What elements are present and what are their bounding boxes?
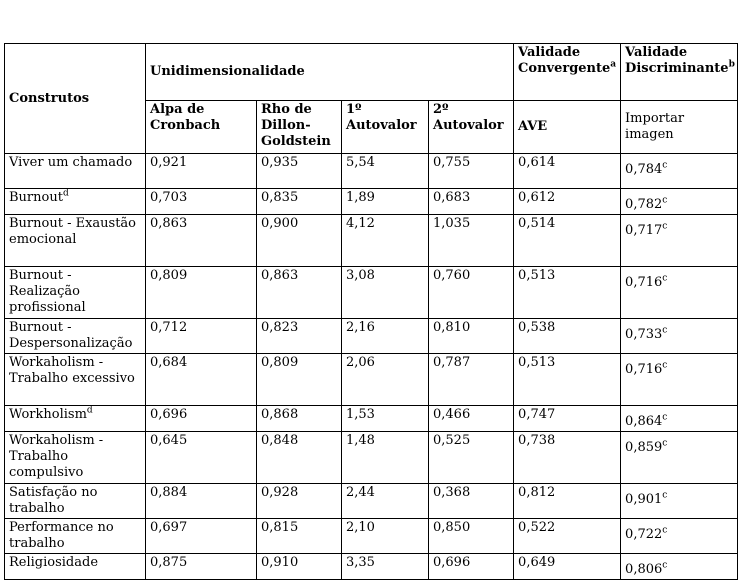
results-table: [4, 43, 738, 580]
table-row: [5, 519, 738, 554]
construct-name: Religiosidade: [5, 554, 146, 580]
second-eigenvalue-value: 0,683: [429, 189, 514, 215]
header-constructs: Construtos: [5, 44, 146, 154]
discriminant-value: 0,859$^c$: [621, 432, 738, 484]
construct-name: Workaholism - Trabalho compulsivo: [5, 432, 146, 484]
second-eigenvalue-value: 0,755: [429, 154, 514, 189]
rho-value: 0,809: [257, 354, 342, 406]
table-row: [5, 189, 738, 215]
header-discriminant-validity: Validade Discriminante$^b$: [621, 44, 738, 101]
construct-name: Performance no trabalho: [5, 519, 146, 554]
discriminant-value: 0,717$^c$: [621, 215, 738, 267]
construct-name: Burnout - Despersonalização: [5, 319, 146, 354]
second-eigenvalue-value: 0,810: [429, 319, 514, 354]
ave-value: 0,514: [514, 215, 621, 267]
first-eigenvalue-value: 2,16: [342, 319, 429, 354]
header-convergent-validity: Validade Convergente$^a$: [514, 44, 621, 101]
ave-value: 0,738: [514, 432, 621, 484]
ave-value: 0,522: [514, 519, 621, 554]
construct-name: Viver um chamado: [5, 154, 146, 189]
construct-name: Satisfação no trabalho: [5, 484, 146, 519]
cronbach-alpha-value: 0,712: [146, 319, 257, 354]
table-row: [5, 215, 738, 267]
ave-value: 0,812: [514, 484, 621, 519]
construct-name: Burnout - Exaustão emocional: [5, 215, 146, 267]
discriminant-value: 0,806$^c$: [621, 554, 738, 580]
second-eigenvalue-value: 0,850: [429, 519, 514, 554]
first-eigenvalue-value: 3,35: [342, 554, 429, 580]
second-eigenvalue-value: 0,466: [429, 406, 514, 432]
rho-value: 0,823: [257, 319, 342, 354]
cronbach-alpha-value: 0,875: [146, 554, 257, 580]
cronbach-alpha-value: 0,703: [146, 189, 257, 215]
first-eigenvalue-value: 2,06: [342, 354, 429, 406]
first-eigenvalue-value: 1,48: [342, 432, 429, 484]
cronbach-alpha-value: 0,809: [146, 267, 257, 319]
construct-name: Burnout - Realização profissional: [5, 267, 146, 319]
first-eigenvalue-value: 5,54: [342, 154, 429, 189]
header-cronbach-alpha: Alpa de Cronbach: [146, 101, 257, 154]
ave-value: 0,612: [514, 189, 621, 215]
header-first-eigenvalue: 1º Autovalor: [342, 101, 429, 154]
second-eigenvalue-value: 0,760: [429, 267, 514, 319]
rho-value: 0,910: [257, 554, 342, 580]
rho-value: 0,900: [257, 215, 342, 267]
header-dillon-goldstein-rho: Rho de Dillon-Goldstein: [257, 101, 342, 154]
header-import-image: Importar imagen: [621, 101, 738, 154]
rho-value: 0,928: [257, 484, 342, 519]
discriminant-value: 0,733$^c$: [621, 319, 738, 354]
table-row: [5, 267, 738, 319]
rho-value: 0,868: [257, 406, 342, 432]
first-eigenvalue-value: 1,89: [342, 189, 429, 215]
cronbach-alpha-value: 0,921: [146, 154, 257, 189]
rho-value: 0,935: [257, 154, 342, 189]
construct-name: Burnout$^d$: [5, 189, 146, 215]
discriminant-value: 0,716$^c$: [621, 354, 738, 406]
discriminant-value: 0,716$^c$: [621, 267, 738, 319]
rho-value: 0,863: [257, 267, 342, 319]
table-row: [5, 484, 738, 519]
second-eigenvalue-value: 0,696: [429, 554, 514, 580]
cronbach-alpha-value: 0,684: [146, 354, 257, 406]
ave-value: 0,513: [514, 354, 621, 406]
construct-name: Workholism$^d$: [5, 406, 146, 432]
ave-value: 0,614: [514, 154, 621, 189]
rho-value: 0,848: [257, 432, 342, 484]
table-row: [5, 154, 738, 189]
ave-value: 0,649: [514, 554, 621, 580]
first-eigenvalue-value: 1,53: [342, 406, 429, 432]
first-eigenvalue-value: 2,10: [342, 519, 429, 554]
table-row: [5, 354, 738, 406]
rho-value: 0,815: [257, 519, 342, 554]
ave-value: 0,538: [514, 319, 621, 354]
second-eigenvalue-value: 1,035: [429, 215, 514, 267]
discriminant-value: 0,901$^c$: [621, 484, 738, 519]
header-unidimensionality: Unidimensionalidade: [146, 44, 514, 101]
first-eigenvalue-value: 3,08: [342, 267, 429, 319]
cronbach-alpha-value: 0,884: [146, 484, 257, 519]
table-row: [5, 406, 738, 432]
rho-value: 0,835: [257, 189, 342, 215]
first-eigenvalue-value: 2,44: [342, 484, 429, 519]
second-eigenvalue-value: 0,368: [429, 484, 514, 519]
discriminant-value: 0,782$^c$: [621, 189, 738, 215]
second-eigenvalue-value: 0,787: [429, 354, 514, 406]
cronbach-alpha-value: 0,863: [146, 215, 257, 267]
cronbach-alpha-value: 0,697: [146, 519, 257, 554]
table-row: [5, 319, 738, 354]
first-eigenvalue-value: 4,12: [342, 215, 429, 267]
cronbach-alpha-value: 0,696: [146, 406, 257, 432]
discriminant-value: 0,864$^c$: [621, 406, 738, 432]
table-row: [5, 432, 738, 484]
construct-name: Workaholism - Trabalho excessivo: [5, 354, 146, 406]
cronbach-alpha-value: 0,645: [146, 432, 257, 484]
ave-value: 0,513: [514, 267, 621, 319]
ave-value: 0,747: [514, 406, 621, 432]
second-eigenvalue-value: 0,525: [429, 432, 514, 484]
table-row: [5, 554, 738, 580]
discriminant-value: 0,784$^c$: [621, 154, 738, 189]
header-second-eigenvalue: 2º Autovalor: [429, 101, 514, 154]
discriminant-value: 0,722$^c$: [621, 519, 738, 554]
header-ave: AVE: [514, 101, 621, 154]
